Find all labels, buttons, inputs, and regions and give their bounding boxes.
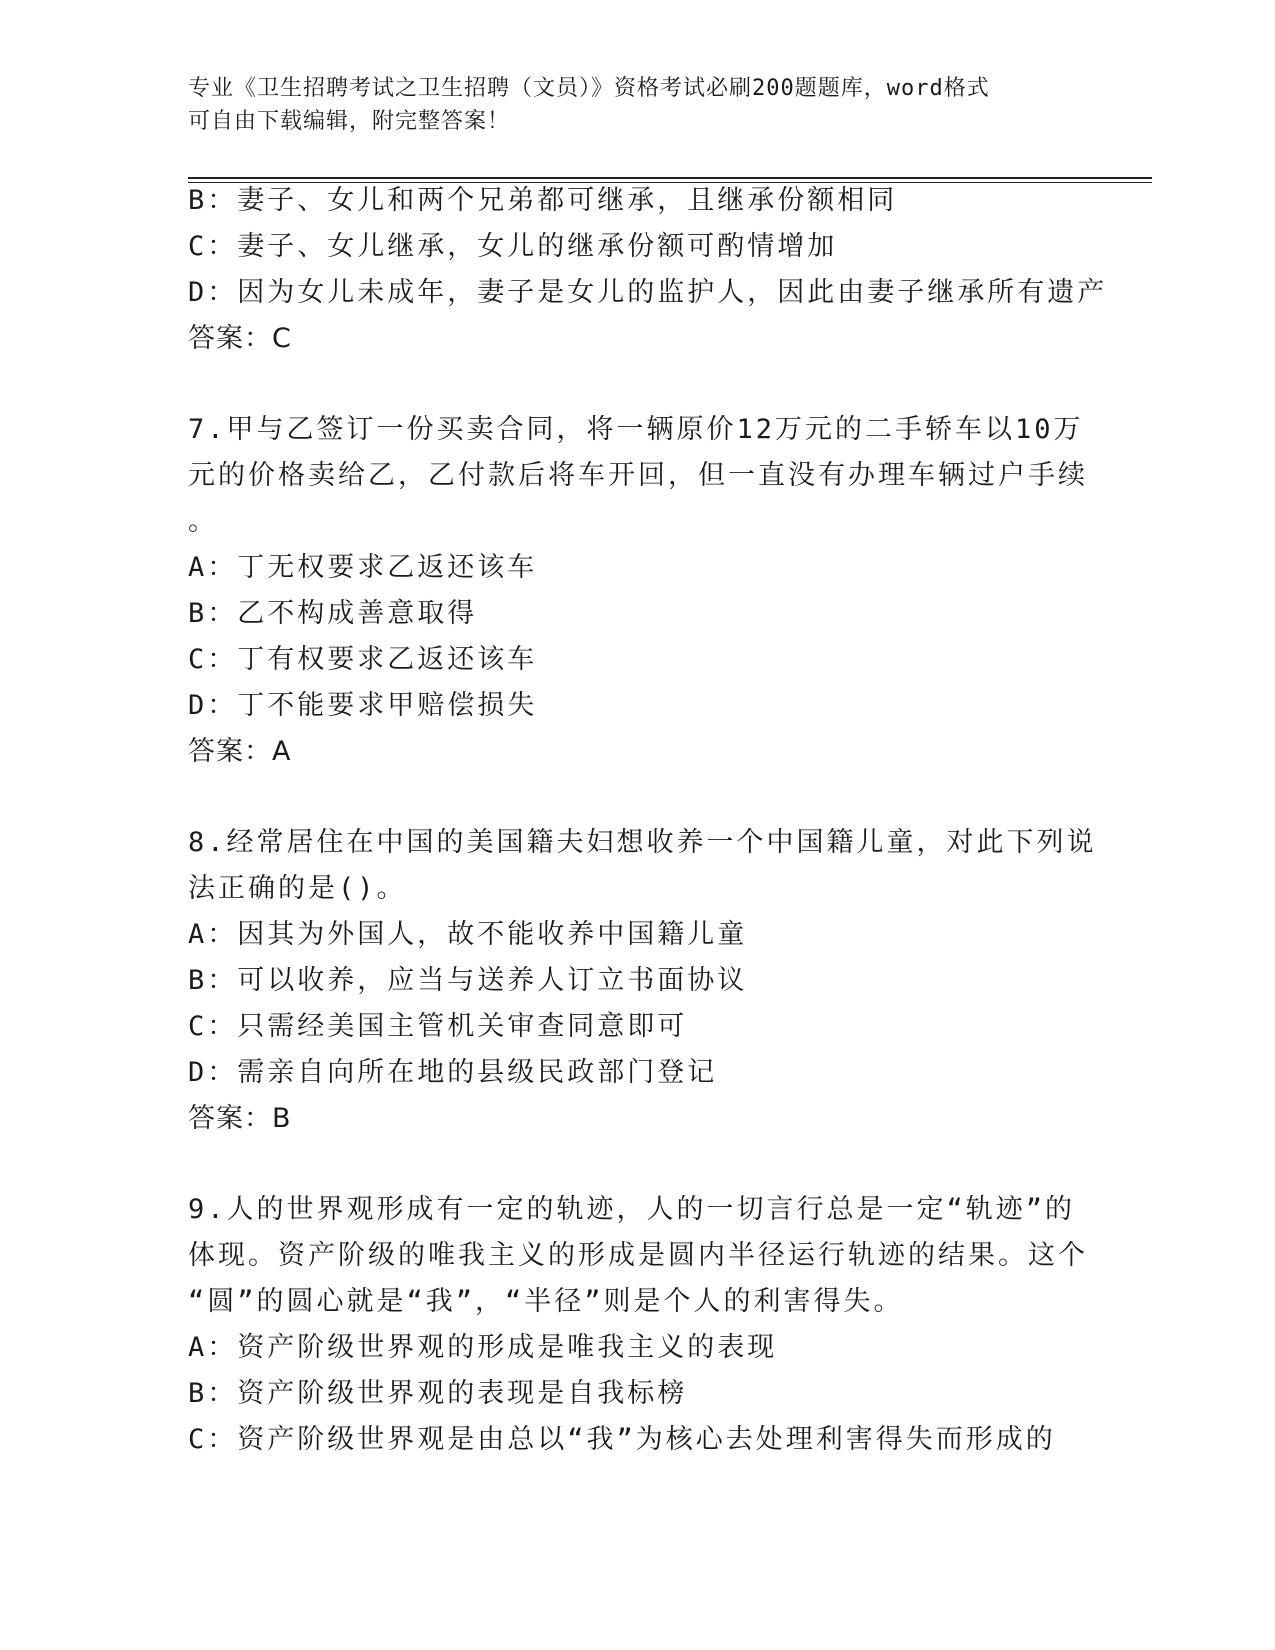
option-c: C：丁有权要求乙返还该车: [188, 644, 538, 675]
header-title-line-1: 专业《卫生招聘考试之卫生招聘（文员）》资格考试必刷200题题库，word格式: [188, 76, 990, 101]
question-9: [188, 1187, 1088, 1463]
question-stem: 体现。资产阶级的唯我主义的形成是圆内半径运行轨迹的结果。这个: [188, 1240, 1088, 1271]
option-b: B：妻子、女儿和两个兄弟都可继承，且继承份额相同: [188, 185, 898, 216]
option-c: C：只需经美国主管机关审查同意即可: [188, 1011, 688, 1042]
answer-label: 答案：A: [188, 736, 292, 767]
option-a: A：丁无权要求乙返还该车: [188, 552, 538, 583]
question-list: [188, 178, 1108, 1463]
option-b: B：可以收养，应当与送养人订立书面协议: [188, 965, 748, 996]
option-c: C：资产阶级世界观是由总以“我”为核心去处理利害得失而形成的: [188, 1424, 1056, 1455]
question-stem: 9.人的世界观形成有一定的轨迹，人的一切言行总是一定“轨迹”的: [188, 1194, 1076, 1225]
question-stem: 7.甲与乙签订一份买卖合同，将一辆原价12万元的二手轿车以10万: [188, 414, 1084, 445]
option-b: B：资产阶级世界观的表现是自我标榜: [188, 1378, 688, 1409]
document-header: [188, 72, 1068, 138]
question-stem: 。: [188, 506, 218, 537]
question-stem: “圆”的圆心就是“我”，“半径”则是个人的利害得失。: [188, 1286, 904, 1317]
question-6-tail: [188, 178, 1108, 362]
answer-label: 答案：C: [188, 323, 292, 354]
answer-label: 答案：B: [188, 1103, 292, 1134]
spacer: [188, 362, 1068, 407]
question-7: [188, 407, 1088, 775]
option-a: A：因其为外国人，故不能收养中国籍儿童: [188, 919, 748, 950]
question-stem: 法正确的是()。: [188, 873, 407, 904]
option-a: A：资产阶级世界观的形成是唯我主义的表现: [188, 1332, 778, 1363]
option-d: D：需亲自向所在地的县级民政部门登记: [188, 1057, 718, 1088]
spacer: [188, 775, 1068, 820]
header-title-line-2: 可自由下载编辑，附完整答案！: [188, 109, 511, 134]
option-c: C：妻子、女儿继承，女儿的继承份额可酌情增加: [188, 231, 838, 262]
option-d: D：因为女儿未成年，妻子是女儿的监护人，因此由妻子继承所有遗产: [188, 277, 1108, 308]
question-stem: 元的价格卖给乙，乙付款后将车开回，但一直没有办理车辆过户手续: [188, 460, 1088, 491]
question-8: [188, 820, 1097, 1142]
option-d: D：丁不能要求甲赔偿损失: [188, 690, 538, 721]
question-stem: 8.经常居住在中国的美国籍夫妇想收养一个中国籍儿童，对此下列说: [188, 827, 1097, 858]
option-b: B：乙不构成善意取得: [188, 598, 478, 629]
spacer: [188, 1142, 1068, 1187]
